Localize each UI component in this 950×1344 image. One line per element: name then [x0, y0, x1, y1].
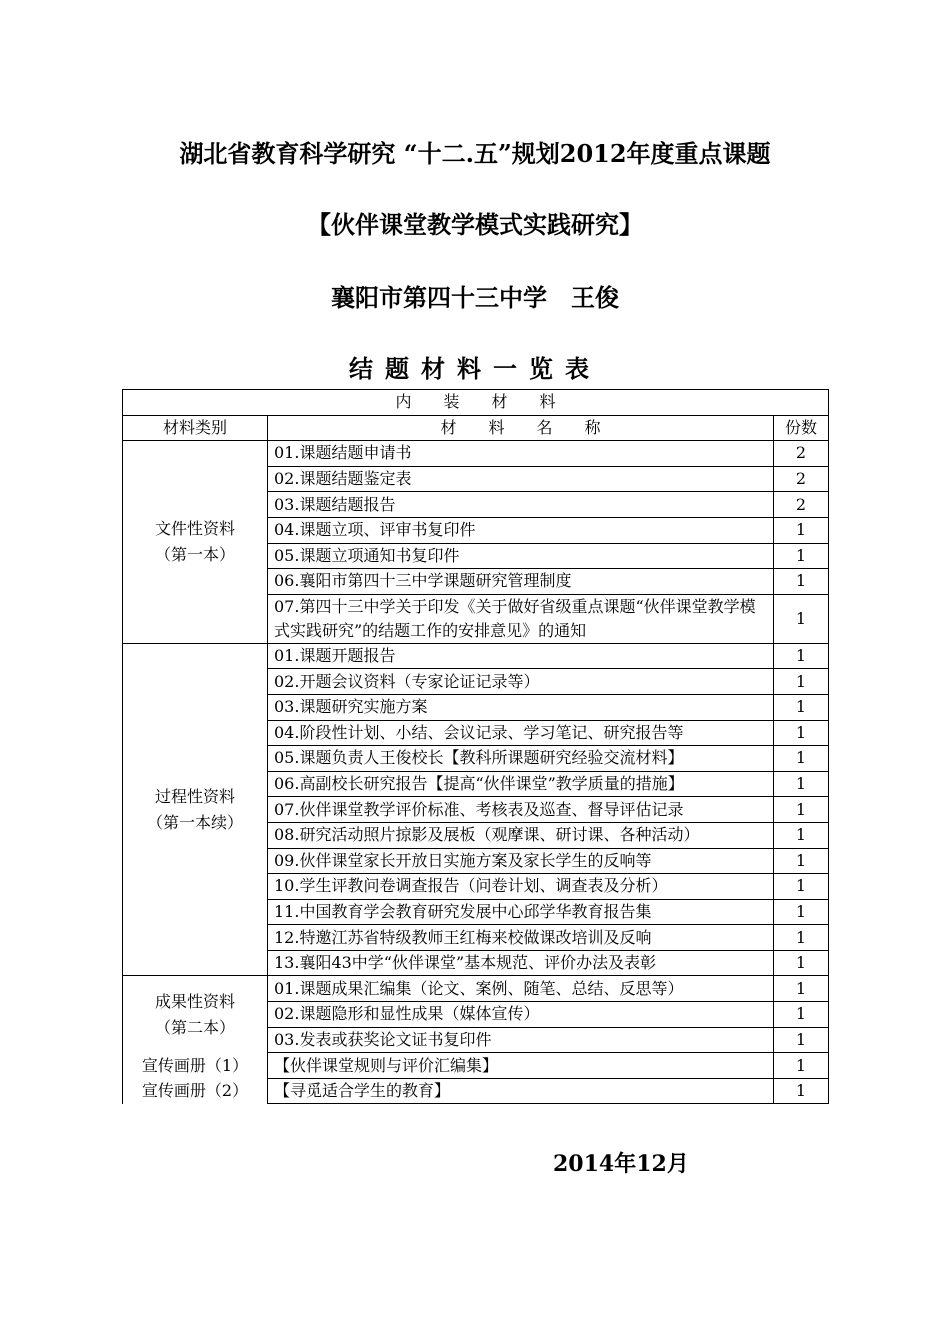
column-header-count: 份数 — [774, 415, 829, 441]
category-sub-label: （第二本） — [154, 1017, 235, 1037]
item-name: 09.伙伴课堂家长开放日实施方案及家长学生的反响等 — [268, 848, 774, 874]
item-name: 07.伙伴课堂教学评价标准、考核表及巡查、督导评估记录 — [268, 797, 774, 823]
table-row — [123, 1053, 829, 1079]
item-count: 1 — [774, 976, 829, 1002]
item-count: 2 — [774, 466, 829, 492]
item-count: 1 — [774, 925, 829, 951]
item-name: 02.开题会议资料（专家论证记录等） — [268, 669, 774, 695]
document-title: 湖北省教育科学研究 “十二.五”规划2012年度重点课题 — [179, 139, 771, 168]
item-count: 1 — [774, 950, 829, 976]
table-row — [123, 1078, 829, 1104]
school-and-author: 襄阳市第四十三中学 王俊 — [331, 283, 619, 312]
item-count: 2 — [774, 441, 829, 467]
table-column-header-row — [123, 415, 829, 441]
item-name: 12.特邀江苏省特级教师王红梅来校做课改培训及反响 — [268, 925, 774, 951]
item-count: 1 — [774, 1078, 829, 1104]
item-name: 03.课题结题报告 — [268, 492, 774, 518]
list-heading: 结题材料一览表 — [349, 354, 601, 383]
category-cell: 宣传画册（2） — [123, 1078, 268, 1104]
document-date: 2014年12月 — [553, 1151, 689, 1177]
item-count: 2 — [774, 492, 829, 518]
materials-table — [122, 389, 829, 1104]
category-sub-label: （第一本续） — [146, 812, 243, 832]
item-name: 【伙伴课堂规则与评价汇编集】 — [268, 1053, 774, 1079]
item-name: 01.课题结题申请书 — [268, 441, 774, 467]
item-name: 01.课题开题报告 — [268, 643, 774, 669]
item-name: 06.襄阳市第四十三中学课题研究管理制度 — [268, 569, 774, 595]
item-name: 05.课题负责人王俊校长【教科所课题研究经验交流材料】 — [268, 746, 774, 772]
item-count: 1 — [774, 669, 829, 695]
category-label: 成果性资料 — [154, 991, 235, 1011]
item-count: 1 — [774, 797, 829, 823]
item-name: 11.中国教育学会教育研究发展中心邱学华教育报告集 — [268, 899, 774, 925]
item-count: 1 — [774, 771, 829, 797]
table-row — [123, 976, 829, 1002]
item-count: 1 — [774, 569, 829, 595]
item-count: 1 — [774, 899, 829, 925]
item-count: 1 — [774, 746, 829, 772]
item-name: 13.襄阳43中学“伙伴课堂”基本规范、评价办法及表彰 — [268, 950, 774, 976]
item-count: 1 — [774, 543, 829, 569]
item-count: 1 — [774, 643, 829, 669]
item-name: 01.课题成果汇编集（论文、案例、随笔、总结、反思等） — [268, 976, 774, 1002]
item-name: 07.第四十三中学关于印发《关于做好省级重点课题“伙伴课堂教学模式实践研究”的结题工作的安排意见》的通知 — [268, 594, 774, 643]
item-count: 1 — [774, 848, 829, 874]
category-cell: 宣传画册（1） — [123, 1053, 268, 1079]
item-count: 1 — [774, 1027, 829, 1053]
item-name: 03.课题研究实施方案 — [268, 694, 774, 720]
project-title: 【伙伴课堂教学模式实践研究】 — [307, 210, 643, 239]
item-count: 1 — [774, 694, 829, 720]
table-row — [123, 643, 829, 669]
category-cell — [123, 441, 268, 644]
item-count: 1 — [774, 594, 829, 643]
item-name: 02.课题隐形和显性成果（媒体宣传） — [268, 1002, 774, 1028]
item-name: 08.研究活动照片掠影及展板（观摩课、研讨课、各种活动） — [268, 822, 774, 848]
table-top-header-row — [123, 390, 829, 416]
top-header-cell: 内 装 材 料 — [123, 390, 829, 416]
table-row — [123, 441, 829, 467]
item-name: 03.发表或获奖论文证书复印件 — [268, 1027, 774, 1053]
item-count: 1 — [774, 1002, 829, 1028]
item-count: 1 — [774, 1053, 829, 1079]
item-name: 04.课题立项、评审书复印件 — [268, 517, 774, 543]
column-header-category: 材料类别 — [123, 415, 268, 441]
category-label: 过程性资料 — [154, 786, 235, 806]
item-count: 1 — [774, 720, 829, 746]
category-cell — [123, 643, 268, 976]
item-count: 1 — [774, 874, 829, 900]
column-header-name: 材 料 名 称 — [268, 415, 774, 441]
item-name: 06.高副校长研究报告【提高“伙伴课堂”教学质量的措施】 — [268, 771, 774, 797]
item-count: 1 — [774, 822, 829, 848]
item-name: 02.课题结题鉴定表 — [268, 466, 774, 492]
item-name: 05.课题立项通知书复印件 — [268, 543, 774, 569]
category-sub-label: （第一本） — [154, 544, 235, 564]
category-label: 文件性资料 — [154, 518, 235, 538]
item-name: 10.学生评教问卷调查报告（问卷计划、调查表及分析） — [268, 874, 774, 900]
item-name: 04.阶段性计划、小结、会议记录、学习笔记、研究报告等 — [268, 720, 774, 746]
item-count: 1 — [774, 517, 829, 543]
category-cell — [123, 976, 268, 1053]
item-name: 【寻觅适合学生的教育】 — [268, 1078, 774, 1104]
